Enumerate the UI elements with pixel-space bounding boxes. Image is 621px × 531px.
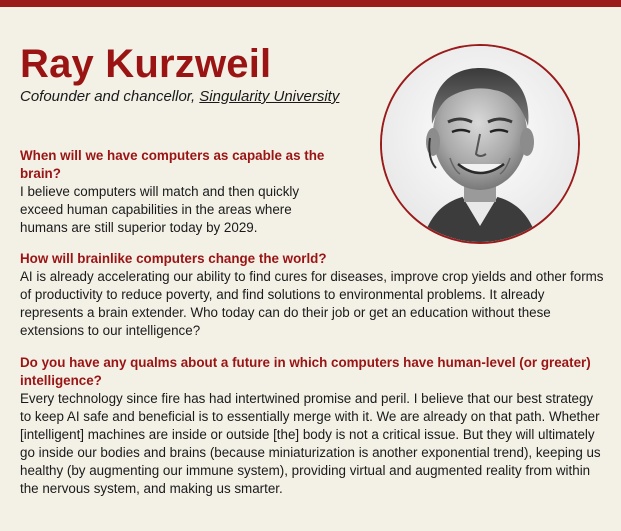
qa-item-capability bbox=[20, 147, 325, 237]
person-portrait-icon bbox=[382, 46, 578, 242]
question-heading: Do you have any qualms about a future in which computers have human-level (or greater) intelligence? bbox=[20, 355, 591, 388]
qa-item-change-world bbox=[20, 250, 605, 340]
question-heading: How will brainlike computers change the world? bbox=[20, 251, 327, 266]
qa-item-qualms bbox=[20, 354, 605, 498]
portrait-photo bbox=[380, 44, 580, 244]
answer-text: I believe computers will match and then quickly exceed human capabilities in the areas where humans are still superior today by 2029. bbox=[20, 184, 300, 235]
top-accent-bar bbox=[0, 0, 621, 7]
organization-link[interactable]: Singularity University bbox=[199, 88, 340, 105]
answer-text: AI is already accelerating our ability to find cures for diseases, improve crop yields and other forms of productivity to reduce poverty, and find solutions to environmental problems. It already represents a brain extender. Who today can do their job or get an education without these extensions to our intelligence? bbox=[20, 269, 604, 338]
profile-affiliation bbox=[20, 88, 350, 105]
question-heading: When will we have computers as capable as the brain? bbox=[20, 148, 325, 181]
answer-text: Every technology since fire has had intertwined promise and peril. I believe that our best strategy to keep AI safe and beneficial is to essentially merge with it. We are already on that path. Whether [intelligent] machines are inside or outside [the] body is not a critical issue. But they will ultimately go inside our bodies and brains (because miniaturization is another exponential trend), keeping us healthy (by augmenting our immune system), providing virtual and augmented reality from within the nervous system, and making us smarter. bbox=[20, 391, 601, 496]
role-text: Cofounder and chancellor, bbox=[20, 88, 200, 105]
profile-name: Ray Kurzweil bbox=[20, 42, 272, 86]
